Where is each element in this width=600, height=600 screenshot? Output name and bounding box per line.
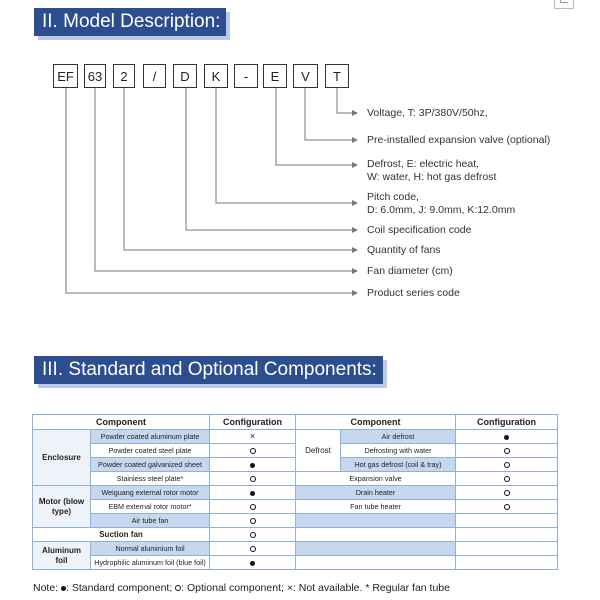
connector-coil <box>186 88 357 230</box>
code-box-series: EF <box>53 64 78 88</box>
empty-cell <box>456 528 558 542</box>
table-row <box>33 556 558 570</box>
connector-series <box>66 88 357 293</box>
table-row <box>33 528 558 542</box>
component-label: EBM external rotor motor* <box>91 500 210 514</box>
code-box-coil: D <box>173 64 197 88</box>
config-cell <box>456 486 558 500</box>
section-title-components: III. Standard and Optional Components: <box>34 356 383 384</box>
open-circle-icon <box>250 546 256 552</box>
empty-cell <box>456 542 558 556</box>
table-row <box>33 472 558 486</box>
filled-circle-icon <box>250 463 255 468</box>
empty-cell <box>296 514 456 528</box>
open-circle-icon <box>504 490 510 496</box>
corner-page-icon <box>554 0 574 9</box>
code-box-fan-quantity: 2 <box>113 64 135 88</box>
code-box-voltage: T <box>325 64 349 88</box>
desc-fan-quantity: Quantity of fans <box>367 244 441 256</box>
header-component-left: Component <box>33 415 210 430</box>
open-circle-icon <box>250 448 256 454</box>
header-configuration-right: Configuration <box>456 415 558 430</box>
config-cell <box>210 500 296 514</box>
open-circle-icon <box>250 518 256 524</box>
config-cell <box>456 444 558 458</box>
component-label: Air defrost <box>341 430 456 444</box>
component-label: Air tube fan <box>91 514 210 528</box>
header-configuration-left: Configuration <box>210 415 296 430</box>
table-row <box>33 458 558 472</box>
empty-cell <box>456 556 558 570</box>
desc-fan-diameter: Fan diameter (cm) <box>367 265 453 277</box>
config-cell <box>210 458 296 472</box>
config-cell <box>210 556 296 570</box>
table-row <box>33 500 558 514</box>
connector-valve <box>305 88 357 140</box>
cross-icon: × <box>249 431 256 441</box>
config-cell <box>456 472 558 486</box>
table-row <box>33 514 558 528</box>
desc-voltage: Voltage, T: 3P/380V/50hz, <box>367 107 488 119</box>
code-box-pitch: K <box>204 64 228 88</box>
open-circle-icon <box>250 532 256 538</box>
empty-cell <box>296 528 456 542</box>
table-row <box>33 430 558 444</box>
desc-expansion-valve: Pre-installed expansion valve (optional) <box>367 134 551 146</box>
component-label: Expansion valve <box>296 472 456 486</box>
code-box-slash: / <box>143 64 166 88</box>
code-box-fan-diameter: 63 <box>84 64 106 88</box>
table-header-row <box>33 415 558 430</box>
cross-icon: × <box>286 582 293 594</box>
open-circle-icon <box>504 504 510 510</box>
component-label: Powder coated aluminum plate <box>91 430 210 444</box>
config-cell <box>456 458 558 472</box>
group-suction-fan: Suction fan <box>33 528 210 542</box>
component-label: Weiguang external rotor motor <box>91 486 210 500</box>
code-box-dash: - <box>234 64 258 88</box>
config-cell <box>210 486 296 500</box>
component-label: Hydrophilic aluminum foil (blue foil) <box>91 556 210 570</box>
component-label: Normal aluminium foil <box>91 542 210 556</box>
config-cell <box>456 430 558 444</box>
empty-cell <box>296 542 456 556</box>
table-row <box>33 486 558 500</box>
filled-circle-icon <box>250 561 255 566</box>
section-title-model-description: II. Model Description: <box>34 8 226 36</box>
group-enclosure: Enclosure <box>33 430 91 486</box>
connector-defrost <box>276 88 357 165</box>
desc-defrost: Defrost, E: electric heat, W: water, H: hot gas defrost <box>367 158 497 183</box>
connector-pitch <box>216 88 357 203</box>
component-label: Hot gas defrost (coil & tray) <box>341 458 456 472</box>
config-cell <box>210 472 296 486</box>
table-row <box>33 444 558 458</box>
component-label: Powder coated steel plate <box>91 444 210 458</box>
config-cell <box>210 514 296 528</box>
open-circle-icon <box>250 476 256 482</box>
code-box-valve: V <box>293 64 318 88</box>
component-label: Fan tube heater <box>296 500 456 514</box>
component-label: Powder coated galvanized sheet <box>91 458 210 472</box>
open-circle-icon <box>504 476 510 482</box>
desc-pitch: Pitch code, D: 6.0mm, J: 9.0mm, K:12.0mm <box>367 191 516 216</box>
config-cell <box>456 500 558 514</box>
table-row <box>33 542 558 556</box>
legend-note: Note: : Standard component; : Optional component; ×: Not available. * Regular fan tube <box>33 582 450 594</box>
open-circle-icon <box>504 448 510 454</box>
open-circle-icon <box>504 462 510 468</box>
filled-circle-icon <box>504 435 509 440</box>
config-cell <box>210 528 296 542</box>
config-cell <box>210 444 296 458</box>
group-motor: Motor (blow type) <box>33 486 91 528</box>
empty-cell <box>296 556 456 570</box>
group-defrost: Defrost <box>296 430 341 472</box>
desc-coil: Coil specification code <box>367 224 472 236</box>
empty-cell <box>456 514 558 528</box>
components-table <box>32 414 558 570</box>
desc-series: Product series code <box>367 287 460 299</box>
filled-circle-icon <box>250 491 255 496</box>
component-label: Stainless steel plate* <box>91 472 210 486</box>
connector-fan-quantity <box>124 88 357 250</box>
config-cell <box>210 542 296 556</box>
connector-fan-diameter <box>95 88 357 271</box>
code-box-defrost: E <box>263 64 287 88</box>
header-component-right: Component <box>296 415 456 430</box>
component-label: Drain heater <box>296 486 456 500</box>
component-label: Defrosting with water <box>341 444 456 458</box>
open-circle-icon <box>250 504 256 510</box>
config-cell <box>210 430 296 444</box>
connector-voltage <box>337 88 357 113</box>
group-aluminum-foil: Aluminum foil <box>33 542 91 570</box>
